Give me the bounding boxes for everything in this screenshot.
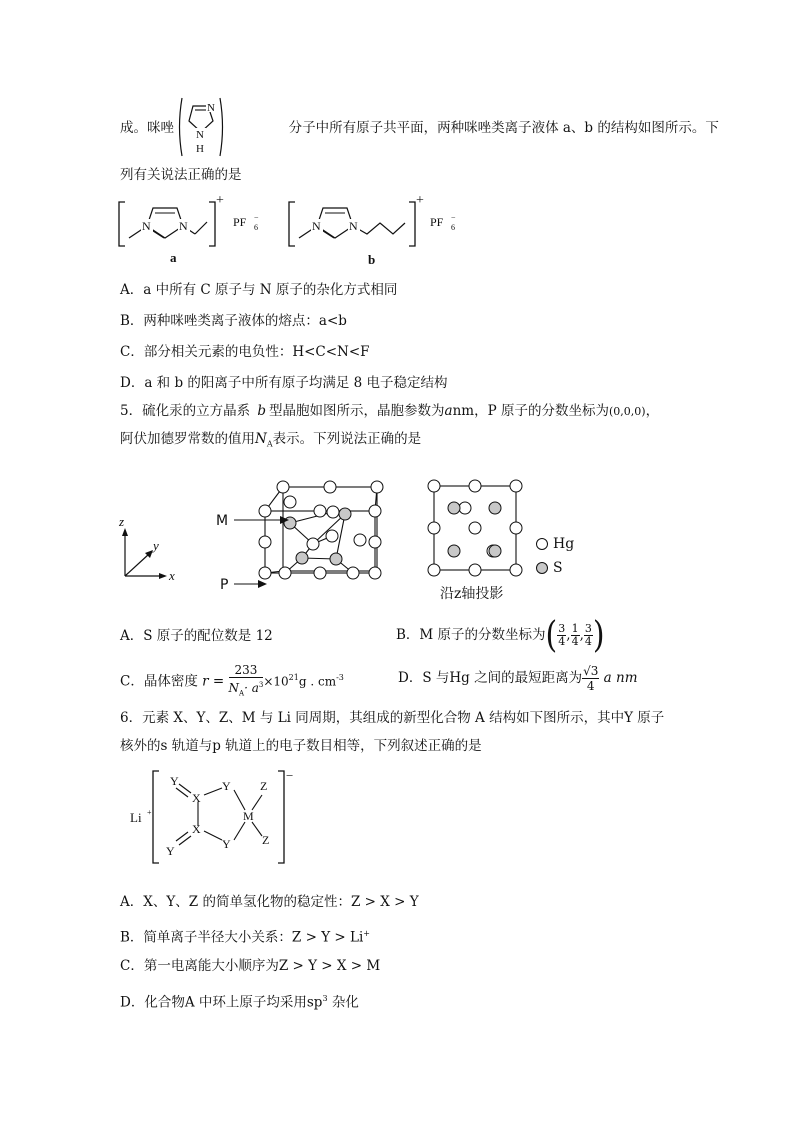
q5-option-a: A．S 原子的配位数是 12	[120, 628, 273, 644]
q6-stem-line2: 核外的s 轨道与p 轨道上的电子数目相等，下列叙述正确的是	[120, 738, 482, 754]
svg-text:N: N	[312, 219, 321, 233]
svg-text:N: N	[196, 129, 204, 141]
charge-a: +	[216, 193, 224, 208]
svg-text:6: 6	[451, 223, 455, 232]
compound-a-structure	[128, 768, 298, 868]
svg-text:H: H	[196, 143, 204, 155]
q4-option-c: C．部分相关元素的电负性：H<C<N<F	[120, 344, 370, 360]
density-fraction: $\frac{233}{N_A\cdot a^3}$	[228, 663, 264, 698]
q4-intro-post: 分子中所有原子共平面，两种咪唑类离子液体 a、b 的结构如图所示。下	[288, 120, 719, 136]
q4-option-b: B．两种咪唑类离子液体的熔点：a<b	[120, 313, 347, 329]
svg-text:N: N	[349, 219, 358, 233]
coord-x-fraction: $\frac{3}{4}$	[558, 622, 566, 648]
projection-caption: 沿z轴投影	[440, 586, 504, 602]
coord-y-fraction: $\frac{1}{4}$	[571, 622, 579, 648]
anion-a: PF	[233, 215, 247, 229]
imidazole-n-atom: N	[207, 102, 215, 114]
ionic-liquid-a	[115, 193, 265, 268]
legend-s-marker	[535, 561, 549, 575]
arrow-m	[232, 514, 292, 526]
svg-text:X: X	[192, 822, 201, 836]
arrow-p	[232, 578, 272, 590]
svg-text:Y: Y	[166, 844, 175, 858]
label-a: a	[170, 250, 177, 265]
axis-x-label: x	[169, 568, 175, 583]
legend-hg: Hg	[553, 536, 575, 552]
q6-option-c: C．第一电离能大小顺序为Z > Y > X > M	[120, 958, 381, 974]
ionic-liquid-b	[285, 193, 460, 270]
legend-s: S	[553, 560, 563, 576]
legend-hg-marker	[535, 537, 549, 551]
axis-y-label: y	[153, 538, 159, 553]
svg-text:X: X	[192, 791, 201, 805]
q6-option-a: A．X、Y、Z 的简单氢化物的稳定性：Z > X > Y	[120, 894, 419, 910]
svg-text:N: N	[142, 219, 151, 233]
q5-option-c: C．晶体密度 r = $\frac{233}{N_A\cdot a^3}$ $\times 10^{21}g$ . $cm^{-3}$	[120, 660, 344, 701]
svg-text:Y: Y	[222, 837, 231, 851]
svg-text:6: 6	[254, 223, 258, 232]
q5-option-b: B．M 原子的分数坐标为( $\frac{3}{4}$ , $\frac{1}{4}$ , $\frac{3}{4}$ )	[396, 613, 605, 656]
label-m: M	[216, 513, 229, 529]
imidazole-structure	[176, 96, 226, 158]
coordinate-axes	[115, 512, 185, 584]
svg-text:Z: Z	[262, 833, 270, 847]
svg-text:+: +	[147, 808, 152, 817]
q5-stem-line1: 5．硫化汞的立方晶系 b 型晶胞如图所示，晶胞参数为anm，P 原子的分数坐标为(0,0,0)，	[120, 403, 660, 419]
q4-option-d: D．a 和 b 的阳离子中所有原子均满足 8 电子稳定结构	[120, 375, 448, 391]
q6-option-d: D．化合物A 中环上原子均采用$sp^3$ 杂化	[120, 994, 359, 1011]
svg-text:−: −	[451, 213, 456, 222]
q5-option-d: D．S 与Hg 之间的最短距离为 $\frac{√3}{4}$ a nm	[398, 664, 638, 693]
q6-option-b: B．简单离子半径大小关系：Z > Y > Li+	[120, 929, 370, 946]
axis-z-label: z	[119, 514, 125, 529]
q4-option-a: A．a 中所有 C 原子与 N 原子的杂化方式相同	[120, 282, 398, 298]
charge-b: +	[416, 193, 424, 208]
distance-fraction: $\frac{√3}{4}$	[583, 664, 599, 693]
svg-text:Z: Z	[260, 779, 268, 793]
svg-text:Y: Y	[170, 774, 179, 788]
anion-b: PF	[430, 215, 444, 229]
coord-z-fraction: $\frac{3}{4}$	[584, 622, 592, 648]
svg-text:Y: Y	[222, 779, 231, 793]
svg-text:N: N	[179, 219, 188, 233]
label-b: b	[368, 252, 376, 267]
svg-text:−: −	[254, 213, 259, 222]
q4-intro-line2: 列有关说法正确的是	[120, 167, 242, 183]
z-axis-projection	[423, 477, 523, 579]
q6-stem-line1: 6．元素 X、Y、Z、M 与 Li 同周期，其组成的新型化合物 A 结构如下图所示，其中Y 原子	[120, 710, 665, 726]
anion-charge: −	[286, 768, 294, 783]
q5-stem-line2: 阿伏加德罗常数的值用$N_A$表示。下列说法正确的是	[120, 431, 422, 449]
lithium-ion: Li	[130, 810, 142, 825]
q4-intro-pre: 成。咪唑	[120, 120, 174, 136]
svg-text:M: M	[243, 809, 254, 823]
label-p: P	[220, 577, 229, 593]
